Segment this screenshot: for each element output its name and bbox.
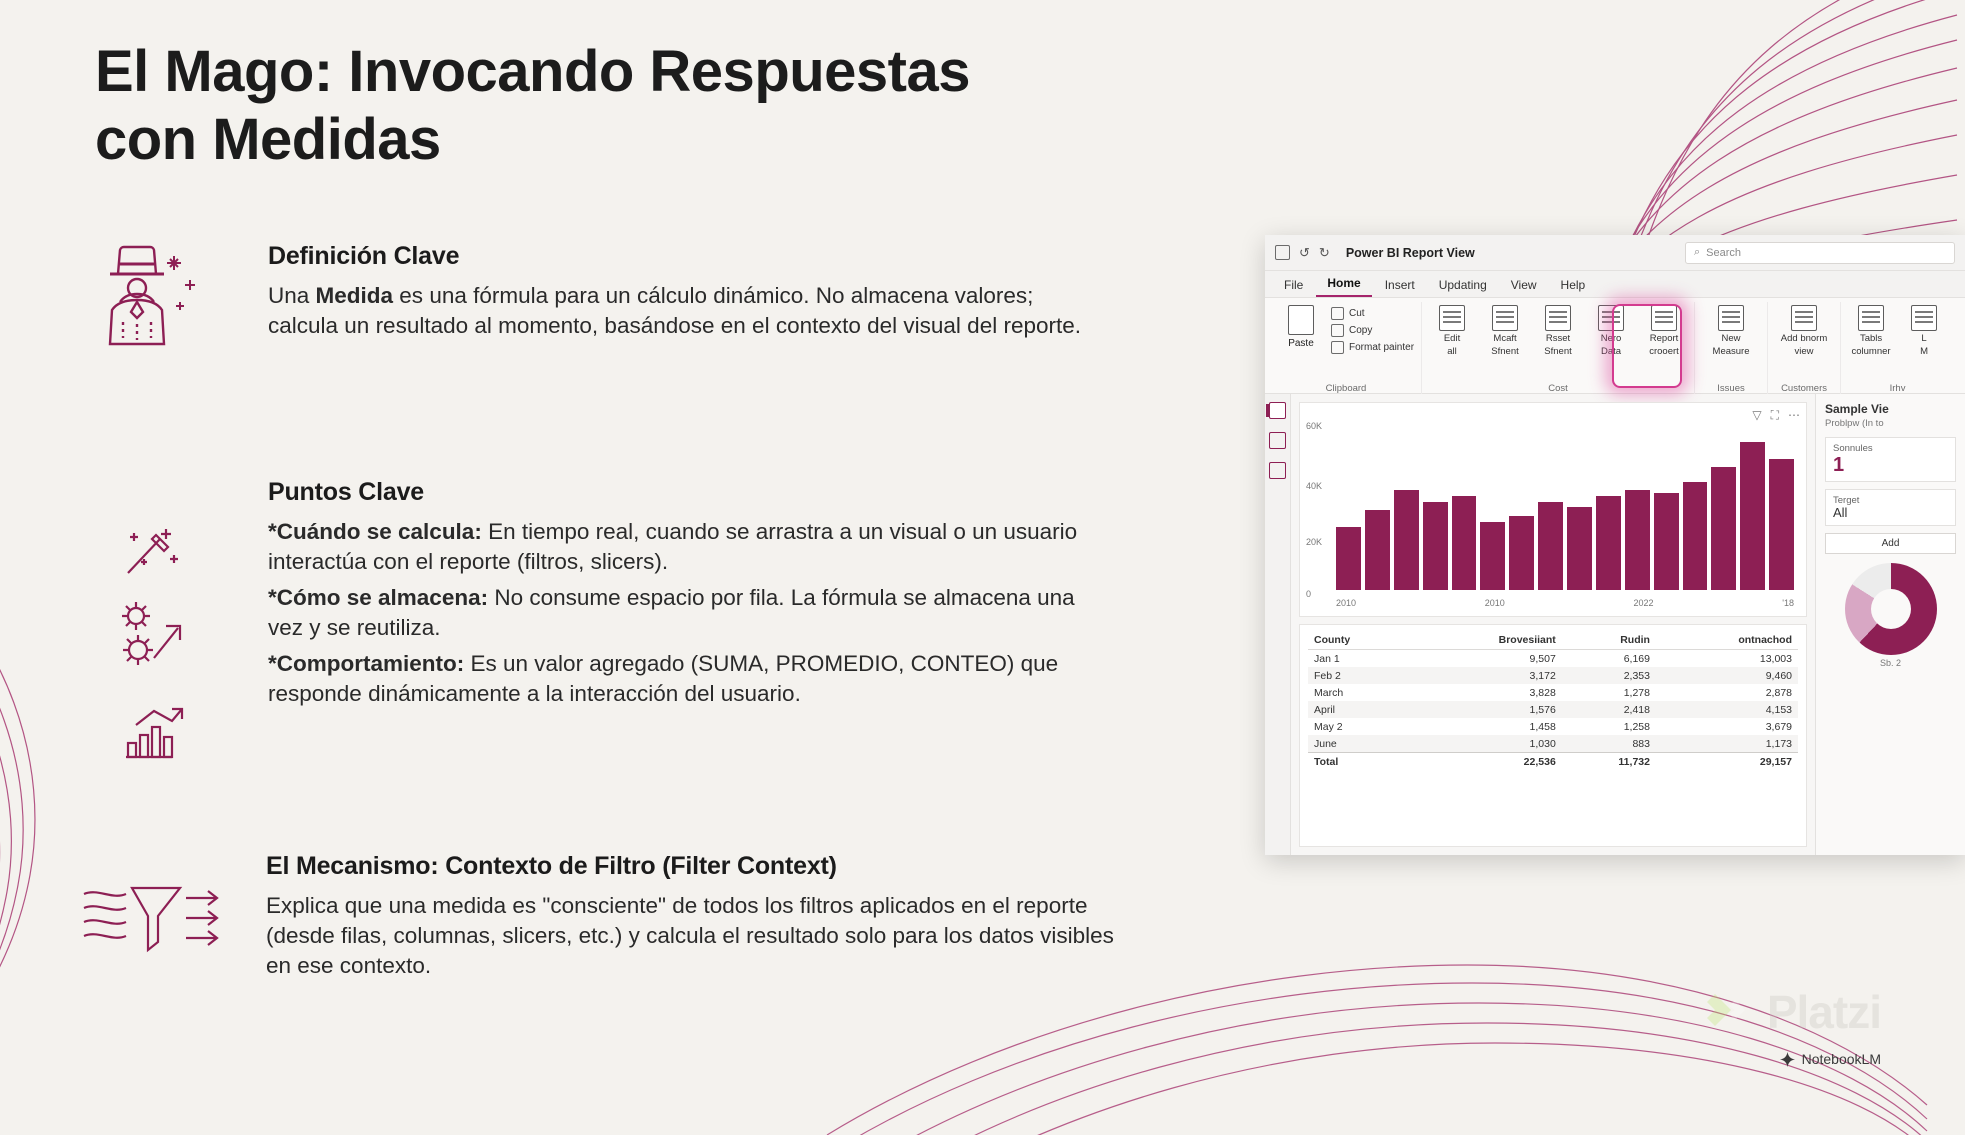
table-row[interactable] bbox=[1308, 718, 1798, 735]
definicion-bold-term: Medida bbox=[315, 283, 394, 308]
chart-bar[interactable] bbox=[1567, 507, 1592, 590]
section-puntos-clave bbox=[268, 478, 1108, 715]
table-total-cell: 29,157 bbox=[1656, 753, 1798, 771]
ribbon-group-label-irhv: Irhv bbox=[1889, 383, 1906, 394]
chart-bar[interactable] bbox=[1538, 502, 1563, 590]
irhv-extra-line2: M bbox=[1920, 346, 1928, 358]
table-cell: 1,576 bbox=[1412, 701, 1562, 718]
bullet-cuando bbox=[268, 517, 1108, 577]
ribbon-tabs[interactable] bbox=[1265, 271, 1965, 298]
mcaft-line2: Sfnent bbox=[1491, 346, 1519, 358]
table-cell: 3,679 bbox=[1765, 720, 1792, 733]
table-cell: 1,258 bbox=[1623, 720, 1650, 733]
platzi-watermark bbox=[1701, 985, 1881, 1039]
chart-bar[interactable] bbox=[1683, 482, 1708, 590]
platzi-logo-icon bbox=[1701, 986, 1753, 1038]
cut-label: Cut bbox=[1349, 308, 1365, 319]
model-view-icon[interactable] bbox=[1269, 462, 1286, 479]
gears-arrow-icon bbox=[118, 598, 184, 681]
new-measure-highlight bbox=[1612, 304, 1682, 388]
more-options-icon[interactable]: ⋯ bbox=[1788, 408, 1800, 422]
data-view-icon[interactable] bbox=[1269, 432, 1286, 449]
table-cell: 6,169 bbox=[1623, 652, 1650, 665]
ribbon-group-label-clipboard: Clipboard bbox=[1325, 383, 1367, 394]
table-body bbox=[1308, 650, 1798, 771]
x-tick-0: 2010 bbox=[1336, 598, 1357, 608]
new-data-line2: Data bbox=[1600, 346, 1622, 358]
chart-bars bbox=[1336, 419, 1794, 590]
column-chart-icon bbox=[1858, 305, 1884, 331]
x-tick-1: 2010 bbox=[1484, 598, 1505, 608]
notebooklm-icon bbox=[1780, 1052, 1795, 1067]
pane-add-button[interactable]: Add bbox=[1825, 533, 1956, 554]
new-measure-line2: Measure bbox=[1712, 346, 1750, 358]
section-heading-definicion: Definición Clave bbox=[268, 242, 460, 270]
y-tick-20k: 20K bbox=[1306, 537, 1323, 547]
chart-bar[interactable] bbox=[1365, 510, 1390, 590]
bar-chart-visual[interactable] bbox=[1299, 402, 1807, 617]
table-row[interactable] bbox=[1308, 650, 1798, 668]
bullet-comportamiento bbox=[268, 649, 1108, 709]
pbi-document-title: Power BI Report View bbox=[1345, 245, 1475, 260]
bullet-como bbox=[268, 583, 1108, 643]
bullet-label-comportamiento: *Comportamiento: bbox=[268, 650, 465, 676]
pbi-titlebar bbox=[1265, 235, 1965, 271]
table-cell: 3,828 bbox=[1529, 686, 1556, 699]
new-measure-line1: New bbox=[1721, 333, 1741, 344]
data-table bbox=[1308, 631, 1798, 770]
tab-insert[interactable]: Insert bbox=[1384, 278, 1415, 292]
table-cell: 2,418 bbox=[1562, 701, 1656, 718]
ribbon-group-issues bbox=[1694, 302, 1767, 394]
col-brovesiiant: Brovesiiant bbox=[1412, 631, 1562, 650]
donut-chart[interactable] bbox=[1845, 563, 1937, 655]
paste-button[interactable] bbox=[1278, 305, 1324, 349]
chart-bar[interactable] bbox=[1596, 496, 1621, 590]
pane-card-sonnules-label: Sonnules bbox=[1833, 443, 1873, 454]
pane-card-terget-value: All bbox=[1833, 505, 1848, 520]
chart-bar[interactable] bbox=[1394, 490, 1419, 590]
ribbon-group-label-issues: Issues bbox=[1717, 383, 1745, 394]
measure-icon bbox=[1911, 305, 1937, 331]
view-rail[interactable] bbox=[1265, 394, 1291, 855]
table-cell: 1,173 bbox=[1656, 735, 1798, 753]
irhv-extra-button[interactable] bbox=[1901, 305, 1947, 358]
table-cell: Feb 2 bbox=[1308, 667, 1412, 684]
chart-bar[interactable] bbox=[1769, 459, 1794, 590]
chart-bar[interactable] bbox=[1509, 516, 1534, 590]
table-cell: May 2 bbox=[1314, 720, 1343, 733]
notebooklm-label: NotebookLM bbox=[1801, 1051, 1881, 1067]
section-definicion bbox=[268, 242, 1098, 347]
table-header-row bbox=[1308, 631, 1798, 650]
pane-title: Sample Vie bbox=[1825, 402, 1889, 416]
table-column-button[interactable] bbox=[1848, 305, 1894, 358]
paste-label: Paste bbox=[1288, 338, 1314, 349]
definicion-rest: es una fórmula para un cálculo dinámico. No almacena valores; calcula un resultado al momento, basándose en el contexto del visual del reporte. bbox=[268, 283, 1081, 338]
focus-mode-icon[interactable]: ⛶ bbox=[1770, 408, 1779, 422]
definicion-lead: Una bbox=[268, 283, 316, 308]
table-cell: 1,278 bbox=[1623, 686, 1650, 699]
redo-icon[interactable]: ↻ bbox=[1318, 244, 1330, 260]
edit-all-button[interactable] bbox=[1429, 305, 1475, 358]
section-mecanismo bbox=[266, 852, 1136, 987]
refresh-grid-icon bbox=[1492, 305, 1518, 331]
bullet-label-cuando: *Cuándo se calcula: bbox=[268, 519, 482, 544]
copy-icon bbox=[1331, 324, 1344, 337]
table-cell: 9,507 bbox=[1529, 652, 1556, 665]
paste-icon bbox=[1288, 305, 1314, 335]
chart-bar[interactable] bbox=[1711, 467, 1736, 590]
y-tick-0: 0 bbox=[1306, 589, 1312, 599]
mecanismo-text: Explica que una medida es "consciente" de todos los filtros aplicados en el reporte (desde filas, columnas, slicers, etc.) y calcula el resultado solo para los datos visibles en ese contexto. bbox=[266, 893, 1114, 978]
chart-bar[interactable] bbox=[1740, 442, 1765, 590]
table-cell: 9,460 bbox=[1656, 667, 1798, 684]
table-row[interactable] bbox=[1308, 667, 1798, 684]
section-heading-mecanismo: El Mecanismo: Contexto de Filtro (Filter Context) bbox=[266, 852, 837, 880]
chart-x-axis bbox=[1336, 598, 1794, 608]
table-cell: April bbox=[1308, 701, 1412, 718]
clipboard-commands[interactable] bbox=[1331, 305, 1414, 354]
chart-bar[interactable] bbox=[1452, 496, 1477, 590]
report-canvas[interactable] bbox=[1291, 394, 1815, 855]
table-cell: March bbox=[1314, 686, 1344, 699]
add-bnorm-view-button[interactable] bbox=[1775, 305, 1833, 358]
ribbon-group-label-cost: Cost bbox=[1548, 383, 1568, 394]
bullet-text-como: No consume espacio por fila. La fórmula se almacena una vez y se reutiliza. bbox=[268, 584, 1075, 640]
rsset-button[interactable] bbox=[1535, 305, 1581, 358]
search-placeholder: Search bbox=[1706, 246, 1742, 259]
section-body-mecanismo bbox=[266, 891, 1136, 981]
filter-icon[interactable]: ▽ bbox=[1752, 408, 1762, 422]
col-rudin: Rudin bbox=[1562, 631, 1656, 650]
cut-button[interactable] bbox=[1331, 307, 1414, 320]
magic-wand-icon bbox=[120, 525, 180, 586]
chart-bar[interactable] bbox=[1480, 522, 1505, 590]
undo-icon[interactable]: ↺ bbox=[1299, 244, 1310, 260]
edit-all-line1: Edit bbox=[1443, 333, 1461, 344]
ribbon-group-customers bbox=[1767, 302, 1840, 394]
format-painter-label: Format painter bbox=[1349, 342, 1415, 353]
bullet-label-como: *Cómo se almacena: bbox=[268, 584, 489, 610]
edit-all-line2: all bbox=[1447, 346, 1457, 358]
sheet-icon bbox=[1545, 305, 1571, 331]
funnel-icon bbox=[82, 880, 222, 963]
add-view-icon bbox=[1791, 305, 1817, 331]
copy-label: Copy bbox=[1349, 325, 1373, 336]
search-icon: ⌕ bbox=[1694, 246, 1701, 258]
section-body-definicion bbox=[268, 281, 1098, 341]
new-measure-icon bbox=[1718, 305, 1744, 331]
save-icon[interactable] bbox=[1275, 245, 1290, 260]
bar-chart-arrow-icon bbox=[120, 703, 186, 770]
table-column-line2: columner bbox=[1851, 346, 1891, 358]
tab-help[interactable]: Help bbox=[1560, 278, 1586, 292]
bullet-text-cuando: En tiempo real, cuando se arrastra a un visual o un usuario interactúa con el reporte (filtros, slicers). bbox=[268, 519, 1078, 574]
table-cell: June bbox=[1308, 735, 1412, 753]
pane-footnote: Sb. 2 bbox=[1879, 658, 1901, 669]
table-cell: 13,003 bbox=[1759, 652, 1792, 665]
add-view-line1: Add bnorm bbox=[1780, 333, 1828, 344]
table-row[interactable] bbox=[1308, 701, 1798, 718]
tab-file[interactable]: File bbox=[1284, 278, 1304, 292]
report-line1: Report bbox=[1649, 333, 1679, 344]
ribbon[interactable] bbox=[1265, 298, 1965, 394]
new-measure-button[interactable] bbox=[1702, 305, 1760, 358]
table-column-line1: Tabls bbox=[1859, 333, 1883, 344]
mcaft-line1: Mcaft bbox=[1493, 333, 1517, 344]
chart-bar[interactable] bbox=[1654, 493, 1679, 590]
x-tick-3: '18 bbox=[1782, 598, 1794, 608]
pbi-body bbox=[1265, 394, 1965, 855]
pane-subtitle: Problpw (In to bbox=[1825, 418, 1884, 429]
table-cell: 4,153 bbox=[1656, 701, 1798, 718]
page-title: El Mago: Invocando Respuestas con Medidas bbox=[95, 39, 971, 173]
col-ontnachod: ontnachod bbox=[1656, 631, 1798, 650]
platzi-wordmark: Platzi bbox=[1766, 986, 1881, 1038]
table-row[interactable] bbox=[1308, 684, 1798, 701]
edit-grid-icon bbox=[1439, 305, 1465, 331]
y-tick-60k: 60K bbox=[1306, 421, 1323, 431]
chart-bar[interactable] bbox=[1423, 502, 1448, 590]
table-total-row bbox=[1308, 753, 1798, 771]
table-cell: 883 bbox=[1562, 735, 1656, 753]
search-box[interactable] bbox=[1685, 242, 1955, 264]
pane-card-sonnules[interactable] bbox=[1825, 437, 1956, 482]
copy-button[interactable] bbox=[1331, 324, 1414, 337]
notebooklm-badge bbox=[1780, 1051, 1881, 1067]
table-cell: 1,458 bbox=[1529, 720, 1556, 733]
scissors-icon bbox=[1331, 307, 1344, 320]
table-total-cell: 11,732 bbox=[1562, 753, 1656, 771]
visualizations-pane[interactable] bbox=[1815, 394, 1965, 855]
x-tick-2: 2022 bbox=[1633, 598, 1654, 608]
tab-view[interactable]: View bbox=[1510, 278, 1537, 292]
quick-access-toolbar[interactable] bbox=[1275, 245, 1330, 261]
y-tick-40k: 40K bbox=[1306, 481, 1323, 491]
report-view-icon[interactable] bbox=[1269, 402, 1286, 419]
table-total-cell: 22,536 bbox=[1412, 753, 1562, 771]
ribbon-group-irhv bbox=[1840, 302, 1954, 394]
ribbon-group-label-customers: Customers bbox=[1781, 383, 1827, 394]
pane-card-terget[interactable] bbox=[1825, 489, 1956, 526]
paintbrush-icon bbox=[1331, 341, 1344, 354]
new-data-line1: Nero bbox=[1600, 333, 1622, 344]
section-body-puntos-clave bbox=[268, 517, 1108, 709]
pane-card-sonnules-value: 1 bbox=[1833, 454, 1845, 476]
chart-bar[interactable] bbox=[1625, 490, 1650, 590]
table-total-cell: Total bbox=[1308, 753, 1412, 771]
bullet-text-comportamiento: Es un valor agregado (SUMA, PROMEDIO, CONTEO) que responde dinámicamente a la interacción del usuario. bbox=[268, 650, 1059, 706]
table-cell: 3,172 bbox=[1412, 667, 1562, 684]
report-line2: crooert bbox=[1649, 346, 1679, 358]
chart-bar[interactable] bbox=[1336, 527, 1361, 590]
irhv-extra-line1: L bbox=[1921, 333, 1927, 344]
section-heading-puntos-clave: Puntos Clave bbox=[268, 478, 424, 506]
add-view-line2: view bbox=[1794, 346, 1814, 358]
power-bi-window[interactable] bbox=[1265, 235, 1965, 855]
pane-card-terget-label: Terget bbox=[1833, 495, 1860, 506]
format-painter-button[interactable] bbox=[1331, 341, 1414, 354]
magician-hat-icon bbox=[90, 240, 214, 361]
table-row[interactable] bbox=[1308, 735, 1798, 753]
mcaft-button[interactable] bbox=[1482, 305, 1528, 358]
ribbon-group-clipboard bbox=[1271, 302, 1421, 394]
chart-plot-area bbox=[1336, 419, 1794, 590]
table-cell: 2,878 bbox=[1765, 686, 1792, 699]
table-cell: 2,353 bbox=[1562, 667, 1656, 684]
tab-home[interactable]: Home bbox=[1316, 273, 1371, 297]
col-country: County bbox=[1308, 631, 1412, 650]
table-cell: 1,030 bbox=[1412, 735, 1562, 753]
rsset-line1: Rsset bbox=[1545, 333, 1571, 344]
table-cell: Jan 1 bbox=[1314, 652, 1340, 665]
tab-updating[interactable]: Updating bbox=[1438, 278, 1487, 292]
rsset-line2: Sfnent bbox=[1544, 346, 1572, 358]
table-visual[interactable] bbox=[1299, 624, 1807, 847]
